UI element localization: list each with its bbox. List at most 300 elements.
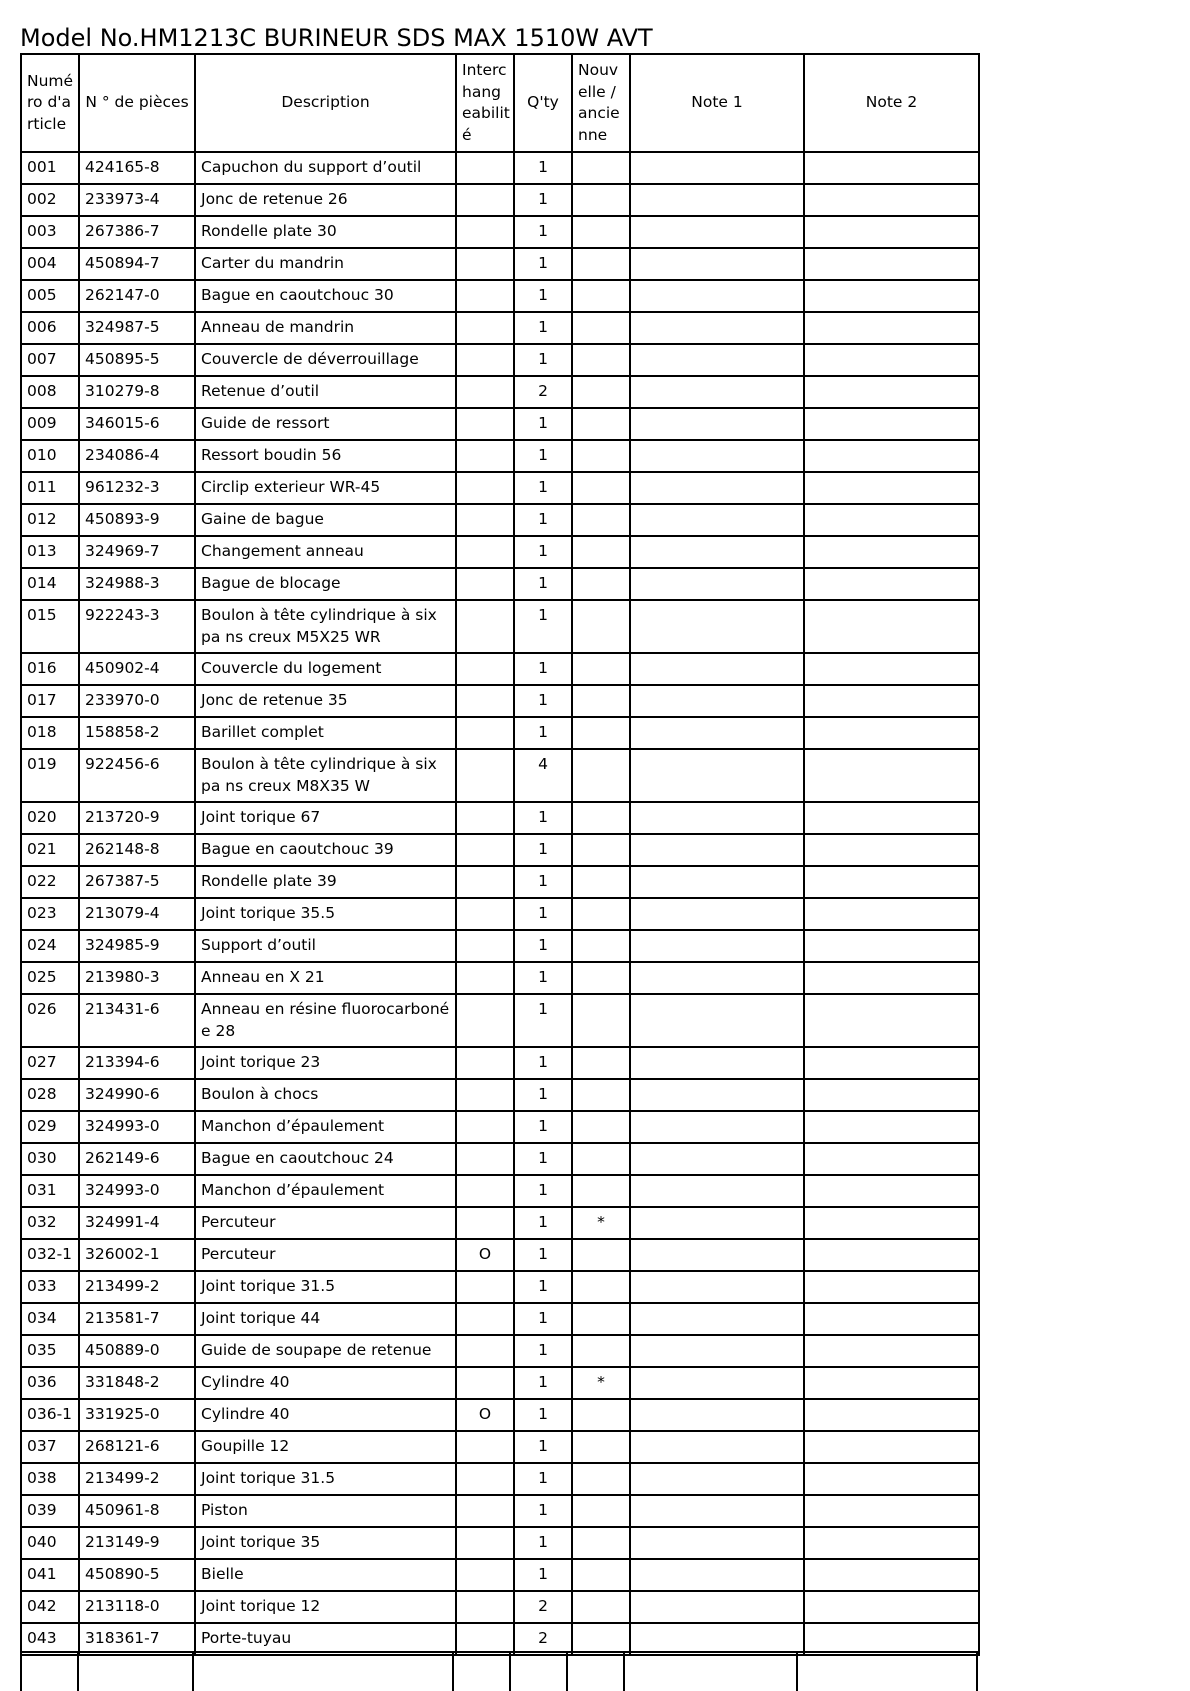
- cell-note-2: [804, 1239, 979, 1271]
- cell-interchangeability: [456, 1335, 514, 1367]
- cell-part-number: 922456-6: [79, 749, 195, 802]
- cell-note-2: [804, 312, 979, 344]
- cell-interchangeability: [456, 1111, 514, 1143]
- table-row: [21, 994, 979, 1047]
- cell-quantity: 1: [514, 717, 572, 749]
- cell-description: Percuteur: [195, 1207, 456, 1239]
- cell-note-1: [630, 1239, 804, 1271]
- cell-quantity: 1: [514, 1527, 572, 1559]
- cell-quantity: 1: [514, 685, 572, 717]
- cell-quantity: 1: [514, 1303, 572, 1335]
- cell-quantity: 1: [514, 866, 572, 898]
- cell-note-1: [630, 1143, 804, 1175]
- cell-item-number: 024: [21, 930, 79, 962]
- cell-note-1: [630, 834, 804, 866]
- cell-item-number: 026: [21, 994, 79, 1047]
- cell-part-number: 262148-8: [79, 834, 195, 866]
- cell-new-old: [572, 440, 630, 472]
- parts-table-body: [21, 152, 979, 1655]
- table-row: [21, 717, 979, 749]
- cell-interchangeability: [456, 1591, 514, 1623]
- cell-description: Piston: [195, 1495, 456, 1527]
- cell-item-number: 019: [21, 749, 79, 802]
- table-row: [21, 749, 979, 802]
- cell-item-number: 037: [21, 1431, 79, 1463]
- cell-part-number: 961232-3: [79, 472, 195, 504]
- cell-note-1: [630, 600, 804, 653]
- cell-interchangeability: [456, 653, 514, 685]
- cell-note-1: [630, 994, 804, 1047]
- cell-part-number: 450895-5: [79, 344, 195, 376]
- cell-note-1: [630, 717, 804, 749]
- cell-item-number: 030: [21, 1143, 79, 1175]
- cell-new-old: *: [572, 1367, 630, 1399]
- cell-note-1: [630, 1591, 804, 1623]
- cell-part-number: 326002-1: [79, 1239, 195, 1271]
- cell-description: Bague en caoutchouc 24: [195, 1143, 456, 1175]
- cell-description: Bielle: [195, 1559, 456, 1591]
- cell-note-2: [804, 344, 979, 376]
- header-interchangeability: Interc hang eabilit é: [456, 54, 514, 152]
- cell-new-old: [572, 898, 630, 930]
- cell-description: Jonc de retenue 35: [195, 685, 456, 717]
- cell-note-2: [804, 962, 979, 994]
- cell-interchangeability: [456, 1559, 514, 1591]
- cell-interchangeability: [456, 1175, 514, 1207]
- header-description: Description: [195, 54, 456, 152]
- cell-note-2: [804, 1303, 979, 1335]
- cell-description: Circlip exterieur WR-45: [195, 472, 456, 504]
- table-row: [21, 248, 979, 280]
- cell-new-old: [572, 1271, 630, 1303]
- table-row: [21, 568, 979, 600]
- cell-quantity: 2: [514, 376, 572, 408]
- cell-new-old: [572, 834, 630, 866]
- cell-new-old: *: [572, 1207, 630, 1239]
- cell-new-old: [572, 1303, 630, 1335]
- cell-interchangeability: [456, 248, 514, 280]
- cell-quantity: 1: [514, 216, 572, 248]
- cell-new-old: [572, 312, 630, 344]
- cell-description: Joint torique 31.5: [195, 1463, 456, 1495]
- cell-note-1: [630, 408, 804, 440]
- cell-quantity: 1: [514, 152, 572, 184]
- cell-new-old: [572, 408, 630, 440]
- cell-note-2: [804, 440, 979, 472]
- cell-note-1: [630, 866, 804, 898]
- cell-new-old: [572, 717, 630, 749]
- cell-quantity: 1: [514, 184, 572, 216]
- cell-note-2: [804, 994, 979, 1047]
- table-row: [21, 600, 979, 653]
- cell-description: Joint torique 31.5: [195, 1271, 456, 1303]
- cell-new-old: [572, 216, 630, 248]
- table-row: [21, 1463, 979, 1495]
- cell-note-1: [630, 216, 804, 248]
- cell-interchangeability: [456, 504, 514, 536]
- cell-interchangeability: [456, 1143, 514, 1175]
- cell-part-number: 331925-0: [79, 1399, 195, 1431]
- cell-description: Boulon à tête cylindrique à six pa ns creux M5X25 WR: [195, 600, 456, 653]
- cell-quantity: 1: [514, 600, 572, 653]
- cell-part-number: 213581-7: [79, 1303, 195, 1335]
- cell-item-number: 006: [21, 312, 79, 344]
- cell-new-old: [572, 1527, 630, 1559]
- cell-quantity: 1: [514, 802, 572, 834]
- cell-note-1: [630, 1335, 804, 1367]
- cell-new-old: [572, 802, 630, 834]
- cell-part-number: 213079-4: [79, 898, 195, 930]
- table-row: [21, 280, 979, 312]
- cell-part-number: 331848-2: [79, 1367, 195, 1399]
- cell-quantity: 1: [514, 280, 572, 312]
- cell-description: Bague de blocage: [195, 568, 456, 600]
- cell-new-old: [572, 1495, 630, 1527]
- cell-quantity: 1: [514, 898, 572, 930]
- cell-description: Capuchon du support d’outil: [195, 152, 456, 184]
- cell-new-old: [572, 1111, 630, 1143]
- cell-new-old: [572, 536, 630, 568]
- cell-part-number: 213980-3: [79, 962, 195, 994]
- cell-note-1: [630, 802, 804, 834]
- cell-quantity: 1: [514, 408, 572, 440]
- cell-description: Guide de ressort: [195, 408, 456, 440]
- cell-interchangeability: [456, 1463, 514, 1495]
- table-row: [21, 653, 979, 685]
- cell-new-old: [572, 930, 630, 962]
- table-row: [21, 898, 979, 930]
- cell-quantity: 1: [514, 440, 572, 472]
- header-note-1: Note 1: [630, 54, 804, 152]
- table-row: [21, 1047, 979, 1079]
- cell-new-old: [572, 184, 630, 216]
- cell-item-number: 042: [21, 1591, 79, 1623]
- table-row: [21, 376, 979, 408]
- cell-note-1: [630, 1047, 804, 1079]
- cell-description: Jonc de retenue 26: [195, 184, 456, 216]
- cell-note-2: [804, 930, 979, 962]
- cell-note-1: [630, 1495, 804, 1527]
- cell-description: Rondelle plate 39: [195, 866, 456, 898]
- cell-description: Couvercle de déverrouillage: [195, 344, 456, 376]
- cell-item-number: 014: [21, 568, 79, 600]
- cell-note-1: [630, 685, 804, 717]
- cell-quantity: 1: [514, 1367, 572, 1399]
- cell-description: Goupille 12: [195, 1431, 456, 1463]
- cell-item-number: 034: [21, 1303, 79, 1335]
- cell-item-number: 032: [21, 1207, 79, 1239]
- cell-item-number: 007: [21, 344, 79, 376]
- cell-note-1: [630, 1367, 804, 1399]
- cell-description: Rondelle plate 30: [195, 216, 456, 248]
- cell-part-number: 233973-4: [79, 184, 195, 216]
- cell-new-old: [572, 376, 630, 408]
- table-row: [21, 1239, 979, 1271]
- next-row-fragment: [20, 1651, 978, 1691]
- cell-interchangeability: [456, 408, 514, 440]
- cell-note-1: [630, 152, 804, 184]
- cell-part-number: 267387-5: [79, 866, 195, 898]
- cell-note-1: [630, 1463, 804, 1495]
- cell-description: Manchon d’épaulement: [195, 1111, 456, 1143]
- table-row: [21, 1495, 979, 1527]
- cell-note-2: [804, 216, 979, 248]
- table-row: [21, 866, 979, 898]
- cell-quantity: 1: [514, 834, 572, 866]
- cell-interchangeability: [456, 930, 514, 962]
- cell-quantity: 1: [514, 1239, 572, 1271]
- cell-part-number: 450889-0: [79, 1335, 195, 1367]
- cell-item-number: 036: [21, 1367, 79, 1399]
- cell-item-number: 039: [21, 1495, 79, 1527]
- cell-new-old: [572, 1399, 630, 1431]
- cell-description: Cylindre 40: [195, 1367, 456, 1399]
- cell-part-number: 213118-0: [79, 1591, 195, 1623]
- cell-item-number: 041: [21, 1559, 79, 1591]
- cell-part-number: 450894-7: [79, 248, 195, 280]
- cell-part-number: 268121-6: [79, 1431, 195, 1463]
- cell-interchangeability: [456, 866, 514, 898]
- cell-item-number: 009: [21, 408, 79, 440]
- cell-quantity: 1: [514, 568, 572, 600]
- cell-part-number: 324969-7: [79, 536, 195, 568]
- cell-quantity: 1: [514, 1175, 572, 1207]
- cell-interchangeability: [456, 376, 514, 408]
- cell-note-2: [804, 472, 979, 504]
- cell-quantity: 1: [514, 536, 572, 568]
- cell-part-number: 213149-9: [79, 1527, 195, 1559]
- cell-note-2: [804, 1399, 979, 1431]
- cell-note-1: [630, 749, 804, 802]
- cell-description: Retenue d’outil: [195, 376, 456, 408]
- table-row: [21, 1527, 979, 1559]
- cell-interchangeability: [456, 472, 514, 504]
- cell-note-1: [630, 898, 804, 930]
- cell-note-2: [804, 1111, 979, 1143]
- cell-part-number: 324993-0: [79, 1111, 195, 1143]
- cell-note-2: [804, 802, 979, 834]
- cell-new-old: [572, 344, 630, 376]
- cell-quantity: 1: [514, 1047, 572, 1079]
- cell-new-old: [572, 1559, 630, 1591]
- table-row: [21, 685, 979, 717]
- cell-note-2: [804, 152, 979, 184]
- cell-description: Couvercle du logement: [195, 653, 456, 685]
- cell-description: Cylindre 40: [195, 1399, 456, 1431]
- cell-note-2: [804, 1591, 979, 1623]
- cell-interchangeability: [456, 440, 514, 472]
- cell-part-number: 213394-6: [79, 1047, 195, 1079]
- cell-quantity: 1: [514, 248, 572, 280]
- cell-item-number: 027: [21, 1047, 79, 1079]
- cell-quantity: 1: [514, 1271, 572, 1303]
- cell-interchangeability: [456, 1303, 514, 1335]
- cell-note-2: [804, 866, 979, 898]
- table-row: [21, 344, 979, 376]
- cell-note-2: [804, 568, 979, 600]
- table-row: [21, 504, 979, 536]
- cell-interchangeability: [456, 216, 514, 248]
- cell-note-1: [630, 1111, 804, 1143]
- cell-interchangeability: [456, 1079, 514, 1111]
- cell-quantity: 1: [514, 1079, 572, 1111]
- cell-note-2: [804, 1559, 979, 1591]
- cell-note-1: [630, 248, 804, 280]
- cell-note-1: [630, 184, 804, 216]
- cell-new-old: [572, 1431, 630, 1463]
- table-row: [21, 1303, 979, 1335]
- cell-item-number: 015: [21, 600, 79, 653]
- cell-quantity: 1: [514, 1111, 572, 1143]
- header-row: [21, 54, 979, 152]
- cell-part-number: 346015-6: [79, 408, 195, 440]
- table-row: [21, 184, 979, 216]
- cell-part-number: 310279-8: [79, 376, 195, 408]
- cell-description: Ressort boudin 56: [195, 440, 456, 472]
- cell-interchangeability: [456, 184, 514, 216]
- header-note-2: Note 2: [804, 54, 979, 152]
- cell-part-number: 213499-2: [79, 1463, 195, 1495]
- cell-new-old: [572, 1463, 630, 1495]
- cell-note-2: [804, 504, 979, 536]
- cell-note-2: [804, 749, 979, 802]
- cell-note-2: [804, 717, 979, 749]
- cell-quantity: 2: [514, 1591, 572, 1623]
- cell-interchangeability: O: [456, 1239, 514, 1271]
- cell-note-1: [630, 1527, 804, 1559]
- cell-note-1: [630, 376, 804, 408]
- cell-item-number: 013: [21, 536, 79, 568]
- cell-note-2: [804, 834, 979, 866]
- cell-description: Boulon à chocs: [195, 1079, 456, 1111]
- table-row: [21, 1207, 979, 1239]
- cell-new-old: [572, 1079, 630, 1111]
- cell-item-number: 029: [21, 1111, 79, 1143]
- cell-interchangeability: [456, 344, 514, 376]
- cell-part-number: 213431-6: [79, 994, 195, 1047]
- cell-new-old: [572, 685, 630, 717]
- cell-note-2: [804, 898, 979, 930]
- header-quantity: Q'ty: [514, 54, 572, 152]
- cell-part-number: 324988-3: [79, 568, 195, 600]
- table-row: [21, 408, 979, 440]
- cell-interchangeability: [456, 1495, 514, 1527]
- cell-note-2: [804, 408, 979, 440]
- cell-quantity: 2: [514, 1623, 572, 1655]
- table-row: [21, 472, 979, 504]
- table-row: [21, 1431, 979, 1463]
- cell-part-number: 324991-4: [79, 1207, 195, 1239]
- cell-interchangeability: [456, 749, 514, 802]
- table-row: [21, 1399, 979, 1431]
- cell-description: Joint torique 35.5: [195, 898, 456, 930]
- cell-item-number: 038: [21, 1463, 79, 1495]
- cell-interchangeability: [456, 962, 514, 994]
- cell-item-number: 035: [21, 1335, 79, 1367]
- cell-interchangeability: [456, 685, 514, 717]
- table-row: [21, 312, 979, 344]
- table-row: [21, 1335, 979, 1367]
- cell-description: Porte-tuyau: [195, 1623, 456, 1655]
- cell-quantity: 4: [514, 749, 572, 802]
- cell-part-number: 450902-4: [79, 653, 195, 685]
- cell-quantity: 1: [514, 312, 572, 344]
- cell-quantity: 1: [514, 1463, 572, 1495]
- cell-description: Joint torique 67: [195, 802, 456, 834]
- cell-note-2: [804, 1271, 979, 1303]
- cell-item-number: 003: [21, 216, 79, 248]
- cell-new-old: [572, 568, 630, 600]
- table-row: [21, 834, 979, 866]
- cell-description: Percuteur: [195, 1239, 456, 1271]
- cell-part-number: 234086-4: [79, 440, 195, 472]
- cell-new-old: [572, 653, 630, 685]
- cell-part-number: 424165-8: [79, 152, 195, 184]
- cell-description: Anneau en résine fluorocarboné e 28: [195, 994, 456, 1047]
- cell-description: Carter du mandrin: [195, 248, 456, 280]
- cell-note-1: [630, 1559, 804, 1591]
- cell-part-number: 324990-6: [79, 1079, 195, 1111]
- document-title: Model No.HM1213C BURINEUR SDS MAX 1510W AVT: [20, 24, 653, 52]
- cell-quantity: 1: [514, 1143, 572, 1175]
- cell-item-number: 011: [21, 472, 79, 504]
- cell-quantity: 1: [514, 504, 572, 536]
- cell-quantity: 1: [514, 930, 572, 962]
- cell-note-2: [804, 1207, 979, 1239]
- table-row: [21, 1079, 979, 1111]
- cell-description: Anneau de mandrin: [195, 312, 456, 344]
- cell-interchangeability: [456, 600, 514, 653]
- cell-note-2: [804, 1175, 979, 1207]
- table-row: [21, 1591, 979, 1623]
- cell-new-old: [572, 1335, 630, 1367]
- cell-new-old: [572, 1143, 630, 1175]
- cell-description: Joint torique 23: [195, 1047, 456, 1079]
- cell-note-1: [630, 1303, 804, 1335]
- cell-part-number: 324993-0: [79, 1175, 195, 1207]
- header-new-old: Nouv elle / ancie nne: [572, 54, 630, 152]
- cell-quantity: 1: [514, 1431, 572, 1463]
- cell-new-old: [572, 152, 630, 184]
- table-row: [21, 802, 979, 834]
- cell-new-old: [572, 994, 630, 1047]
- cell-quantity: 1: [514, 994, 572, 1047]
- table-row: [21, 440, 979, 472]
- cell-item-number: 002: [21, 184, 79, 216]
- cell-quantity: 1: [514, 344, 572, 376]
- cell-note-1: [630, 568, 804, 600]
- cell-note-1: [630, 440, 804, 472]
- cell-note-1: [630, 1175, 804, 1207]
- cell-item-number: 020: [21, 802, 79, 834]
- cell-new-old: [572, 600, 630, 653]
- cell-item-number: 033: [21, 1271, 79, 1303]
- cell-note-2: [804, 685, 979, 717]
- table-row: [21, 930, 979, 962]
- cell-new-old: [572, 749, 630, 802]
- cell-quantity: 1: [514, 472, 572, 504]
- cell-note-1: [630, 1207, 804, 1239]
- cell-part-number: 262149-6: [79, 1143, 195, 1175]
- cell-item-number: 028: [21, 1079, 79, 1111]
- cell-item-number: 043: [21, 1623, 79, 1655]
- table-row: [21, 1111, 979, 1143]
- cell-item-number: 016: [21, 653, 79, 685]
- cell-note-1: [630, 653, 804, 685]
- cell-part-number: 324985-9: [79, 930, 195, 962]
- cell-note-2: [804, 1335, 979, 1367]
- header-part-number: N ° de pièces: [79, 54, 195, 152]
